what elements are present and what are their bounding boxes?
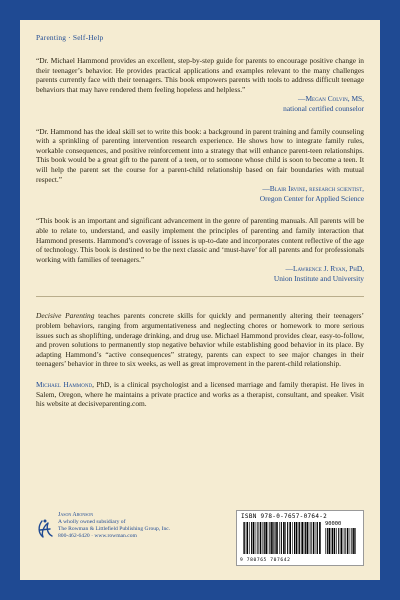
barcode-bar xyxy=(247,522,249,554)
barcode-bar xyxy=(263,522,264,554)
barcode-bar xyxy=(244,522,245,554)
jason-aronson-logo-icon xyxy=(36,518,56,540)
barcode-bar xyxy=(313,522,315,554)
divider xyxy=(36,296,364,297)
quote-author: —Lawrence J. Ryan, PhD, xyxy=(285,264,364,274)
barcode-bar xyxy=(294,522,295,554)
barcode-bar xyxy=(253,522,255,554)
barcode-bar xyxy=(336,528,337,554)
price-code: 90000 xyxy=(325,521,342,527)
barcode-bar xyxy=(256,522,257,554)
barcode-bar xyxy=(275,522,276,554)
quote-author: —Blair Irvine, research scientist, xyxy=(262,184,364,194)
barcode-bar xyxy=(273,522,274,554)
barcode-bar xyxy=(257,522,258,554)
barcode-bar xyxy=(243,522,244,554)
barcode-bar xyxy=(307,522,309,554)
quote-text: “Dr. Michael Hammond provides an excellent, step-by-step guide for parents to encourage positive change in their teenager’s behavior. He provides practical applications and examples relevant to the many challenges parents currently face with their teenagers. This book empowers parents with tools to address difficult teenage behaviors that may have rendered them feeling hopeless and helpless.” xyxy=(36,56,364,94)
endorsement-quote xyxy=(36,127,364,204)
barcode-bar xyxy=(327,528,328,554)
barcode-bars xyxy=(243,522,321,554)
back-cover-panel xyxy=(20,20,380,580)
barcode-bar xyxy=(338,528,339,554)
barcode-bar xyxy=(319,522,321,554)
author-name: Michael Hammond xyxy=(36,380,93,390)
author-bio-text: , PhD, is a clinical psychologist and a licensed marriage and family therapist. He lives in Salem, Oregon, where he maintains a private practice and works as a therapist, consultant, and speaker. Visit his website at decisiveparenting.com. xyxy=(36,380,365,409)
barcode-bar xyxy=(325,528,326,554)
barcode-bar xyxy=(283,522,285,554)
barcode-bar xyxy=(265,522,267,554)
quote-text: “This book is an important and significant advancement in the genre of parenting manuals. All parents will be able to relate to, understand, and easily implement the principles of parenting and family interaction that Hammond presents. Hammond’s coverage of issues is up-to-date and incorporates content reflective of the age of technology. This book is destined to be the next classic and ‘must-have’ for all parents and for professionals working with families of teenagers.” xyxy=(36,216,364,264)
quote-author: —Megan Colvin, MS, xyxy=(298,94,364,104)
barcode-bar xyxy=(299,522,300,554)
quote-affiliation: Oregon Center for Applied Science xyxy=(259,193,364,203)
barcode-bar xyxy=(249,522,250,554)
publisher-line: A wholly owned subsidiary of xyxy=(58,519,126,525)
barcode-bar xyxy=(269,522,270,554)
category-label: Parenting · Self-Help xyxy=(36,33,104,42)
barcode-bar xyxy=(281,522,282,554)
barcode-bar xyxy=(268,522,269,554)
barcode-bar xyxy=(296,522,298,554)
publisher-block xyxy=(36,512,226,566)
barcode-bar xyxy=(304,522,305,554)
barcode-bar xyxy=(343,528,344,554)
barcode-bar xyxy=(271,522,273,554)
barcode-bar xyxy=(329,528,331,554)
barcode-bar xyxy=(264,522,265,554)
barcode-number: 9 780765 707642 xyxy=(240,558,291,563)
barcode-addon-bars xyxy=(325,528,357,554)
barcode-bar xyxy=(355,528,356,554)
barcode-bar xyxy=(276,522,278,554)
author-bio xyxy=(36,380,364,409)
barcode-bar xyxy=(353,528,355,554)
barcode-bar xyxy=(334,528,336,554)
barcode-bar xyxy=(292,522,293,554)
publisher-contact: 800-462-6420 · www.rowman.com xyxy=(58,533,137,539)
book-description xyxy=(36,311,364,369)
barcode-bar xyxy=(311,522,312,554)
endorsement-quote xyxy=(36,216,364,283)
barcode-bar xyxy=(305,522,306,554)
endorsement-quote xyxy=(36,56,364,114)
cover-footer xyxy=(36,512,364,566)
barcode-bar xyxy=(317,522,318,554)
barcode-bar xyxy=(350,528,351,554)
quote-affiliation: Union Institute and University xyxy=(273,273,364,283)
barcode-bar xyxy=(285,522,286,554)
barcode-bar xyxy=(301,522,303,554)
barcode-bar xyxy=(260,522,262,554)
barcode-bar xyxy=(347,528,349,554)
publisher-line: The Rowman & Littlefield Publishing Group, Inc. xyxy=(58,526,171,532)
barcode-bar xyxy=(287,522,288,554)
isbn-barcode xyxy=(236,510,364,566)
barcode-bar xyxy=(298,522,299,554)
barcode-bar xyxy=(309,522,310,554)
barcode-bar xyxy=(251,522,252,554)
isbn-text: ISBN 978-0-7657-0764-2 xyxy=(241,513,328,520)
barcode-bar xyxy=(279,522,280,554)
barcode-bar xyxy=(345,528,346,554)
book-title: Decisive Parenting xyxy=(36,311,95,321)
description-text: teaches parents concrete skills for quickly and permanently altering their teenagers’ problem behaviors, ranging from argumentativeness and neglecting chores or homework to more serious issues such as shoplifting, underage drinking, and drug use. Michael Hammond provides clear, easy-to-follow, and proven solutions to permanently stop negative behavior while establishing good behavior in its place. By adapting Hammond’s “active consequences” strategy, parents can expect to see major changes in their teenagers’ behavior in three to six weeks, as well as great improvement in the parent-child relationship. xyxy=(36,311,364,369)
barcode-bar xyxy=(341,528,343,554)
barcode-bar xyxy=(331,528,332,554)
barcode-bar xyxy=(332,528,333,554)
quote-text: “Dr. Hammond has the ideal skill set to write this book: a background in parent training and family counseling with a sprinkling of parenting intervention research experience. He shows how to integrate family rules, workable consequences, and positive reinforcement into a strategy that will enhance parent-teen relationships. This book would be a great gift to the parent of a teen, or to someone whose child is soon to become a teen. It will help the parent set the course for a parent-child relationship based on fair boundaries with mutual respect.” xyxy=(36,126,364,184)
quote-affiliation: national certified counselor xyxy=(283,103,364,113)
barcode-bar xyxy=(316,522,317,554)
publisher-text xyxy=(58,512,170,540)
barcode-bar xyxy=(289,522,291,554)
publisher-imprint: Jason Aronson xyxy=(58,512,94,518)
barcode-bar xyxy=(351,528,352,554)
